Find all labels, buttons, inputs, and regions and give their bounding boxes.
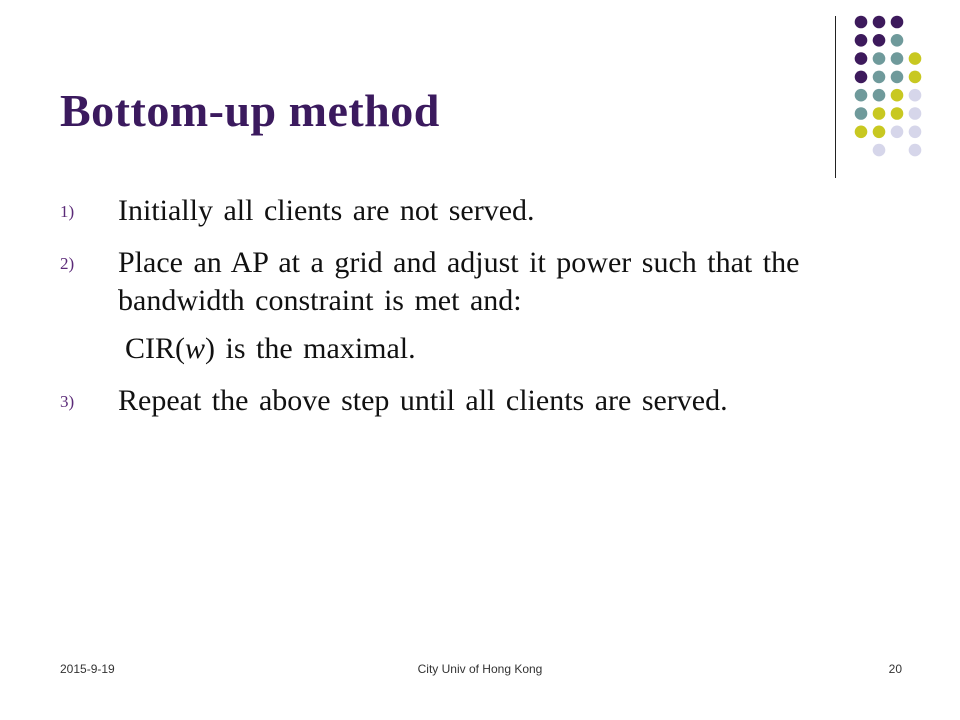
decorative-dot: [855, 34, 868, 47]
list-item-1: [60, 192, 860, 230]
decorative-dot: [855, 107, 868, 120]
decorative-dot: [855, 126, 868, 139]
decorative-dot: [891, 71, 904, 84]
decorative-dot: [873, 144, 886, 157]
decorative-dot: [891, 107, 904, 120]
decorative-dot: [891, 126, 904, 139]
item-text-1: Initially all clients are not served.: [118, 194, 535, 227]
list-item-2: [60, 244, 860, 320]
decorative-dot: [909, 144, 922, 157]
decorative-dot: [891, 89, 904, 102]
decorative-dot: [909, 89, 922, 102]
decorative-dot: [909, 71, 922, 84]
decorative-dot: [873, 16, 886, 29]
slide-title: Bottom-up method: [60, 85, 440, 136]
decorative-dot: [855, 89, 868, 102]
decorative-dot: [873, 89, 886, 102]
decorative-dot: [855, 52, 868, 65]
decorative-dot: [909, 107, 922, 120]
footer-page-number: 20: [888, 662, 902, 676]
list-item-3: [60, 382, 860, 420]
formula-line: [60, 330, 860, 368]
footer-institution: City Univ of Hong Kong: [417, 662, 543, 676]
decorative-dot: [855, 16, 868, 29]
decorative-dot: [873, 71, 886, 84]
decorative-dot: [909, 52, 922, 65]
item-number-1: 1): [60, 202, 75, 221]
item-number-3: 3): [60, 392, 75, 411]
decorative-dot: [891, 16, 904, 29]
decorative-dot: [873, 126, 886, 139]
formula-prefix: CIR(: [125, 332, 185, 365]
decorative-dot: [873, 34, 886, 47]
decorative-dot: [891, 34, 904, 47]
decorative-dot: [873, 52, 886, 65]
decorative-dot: [855, 71, 868, 84]
decorative-dot: [873, 107, 886, 120]
item-number-2: 2): [60, 254, 75, 273]
decorative-dot-grid: [852, 14, 952, 159]
divider-line: [835, 16, 836, 178]
bullet-list: [60, 192, 860, 434]
footer-date: 2015-9-19: [60, 662, 115, 676]
item-text-3: Repeat the above step until all clients are served.: [118, 384, 728, 417]
formula-suffix: ) is the maximal.: [205, 332, 416, 365]
decorative-dot: [891, 52, 904, 65]
formula-variable: w: [185, 332, 206, 365]
item-text-2: Place an AP at a grid and adjust it power such that the bandwidth constraint is met and:: [118, 246, 800, 317]
decorative-dot: [909, 126, 922, 139]
